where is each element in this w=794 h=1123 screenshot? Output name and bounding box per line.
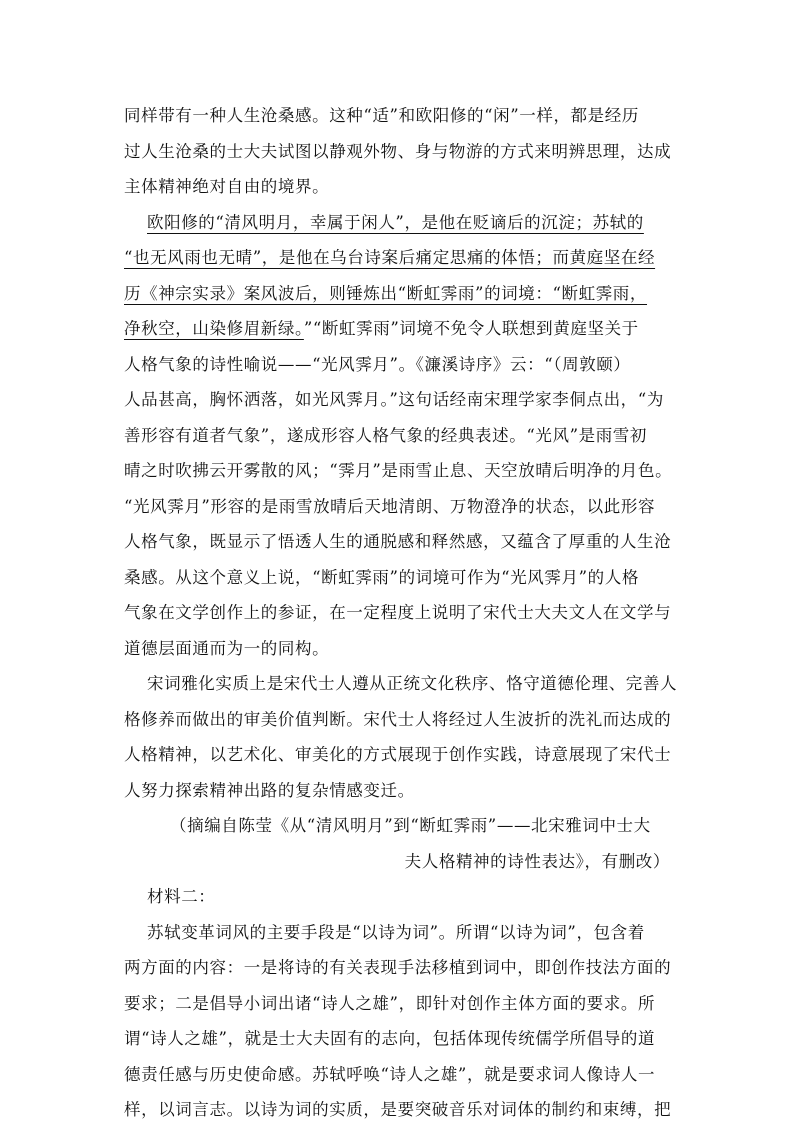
text-line: 要求；二是倡导小词出诸“诗人之雄”，即针对创作主体方面的要求。所 [124,994,656,1013]
text-line: 样，以词言志。以诗为词的实质，是要突破音乐对词体的制约和束缚，把 [124,1100,672,1119]
text-line: 苏轼变革词风的主要手段是“以诗为词”。所谓“以诗为词”，包含着 [147,923,645,942]
underlined-line: 历《神宗实录》案风波后，则锤炼出“断虹霁雨”的词境：“断虹霁雨， [124,284,648,303]
text-line: 宋词雅化实质上是宋代士人遵从正统文化秩序、恪守道德伦理、完善人 [147,674,678,693]
text-line: 桑感。从这个意义上说，“断虹霁雨”的词境可作为“光风霁月”的人格 [124,568,639,587]
underlined-line: “也无风雨也无晴”，是他在乌台诗案后痛定思痛的体悟；而黄庭坚在经 [124,248,656,267]
text-line: 主体精神绝对自由的境界。 [124,177,330,196]
text-line: 两方面的内容：一是将诗的有关表现手法移植到词中，即创作技法方面的 [124,958,672,977]
source-note: （摘编自陈莹《从“清风明月”到“断虹霁雨”——北宋雅词中士大 [170,816,651,835]
text-line: 过人生沧桑的士大夫试图以静观外物、身与物游的方式来明辨思理，达成 [124,142,672,161]
text-line: 晴之时吹拂云开雾散的风；“霁月”是雨雪止息、天空放晴后明净的月色。 [124,461,673,480]
underlined-fragment: 净秋空，山染修眉新绿。 [124,319,304,338]
source-note: 夫人格精神的诗性表达》，有删改） [404,852,670,871]
text-line: 善形容有道者气象”，遂成形容人格气象的经典表述。“光风”是雨雪初 [124,426,648,445]
text-line: 谓“诗人之雄”，就是士大夫固有的志向，包括体现传统儒学所倡导的道 [124,1029,656,1048]
text-line: 人努力探索精神出路的复杂情感变迁。 [124,781,415,800]
text-line: 人格精神，以艺术化、审美化的方式展现于创作实践，诗意展现了宋代士 [124,745,672,764]
text-line: 人格气象，既显示了悟透人生的通脱感和释然感，又蕴含了厚重的人生沧 [124,532,672,551]
underlined-line: 欧阳修的“清风明月，幸属于闲人”，是他在贬谪后的沉淀；苏轼的 [147,213,644,232]
text-line: 同样带有一种人生沧桑感。这种“适”和欧阳修的“闲”一样，都是经历 [124,106,639,125]
text-line: 道德层面通而为一的同构。 [124,639,330,658]
text-line: 德责任感与历史使命感。苏轼呼唤“诗人之雄”，就是要求词人像诗人一 [124,1065,656,1084]
text-line: 格修养而做出的审美价值判断。宋代士人将经过人生波折的洗礼而达成的 [124,710,672,729]
text-line-mixed [124,319,670,339]
text-line: 人品甚高，胸怀洒落，如光风霁月。”这句话经南宋理学家李侗点出，“为 [124,390,664,409]
text-line: “光风霁月”形容的是雨雪放晴后天地清朗、万物澄净的状态，以此形容 [124,497,656,516]
section-heading: 材料二： [147,887,216,906]
text-line: 人格气象的诗性喻说——“光风霁月”。《濂溪诗序》云：“（周敦颐） [124,355,631,374]
text-fragment: ”“断虹霁雨”词境不免令人联想到黄庭坚关于 [303,319,639,338]
text-line: 气象在文学创作上的参证，在一定程度上说明了宋代士大夫文人在文学与 [124,603,672,622]
